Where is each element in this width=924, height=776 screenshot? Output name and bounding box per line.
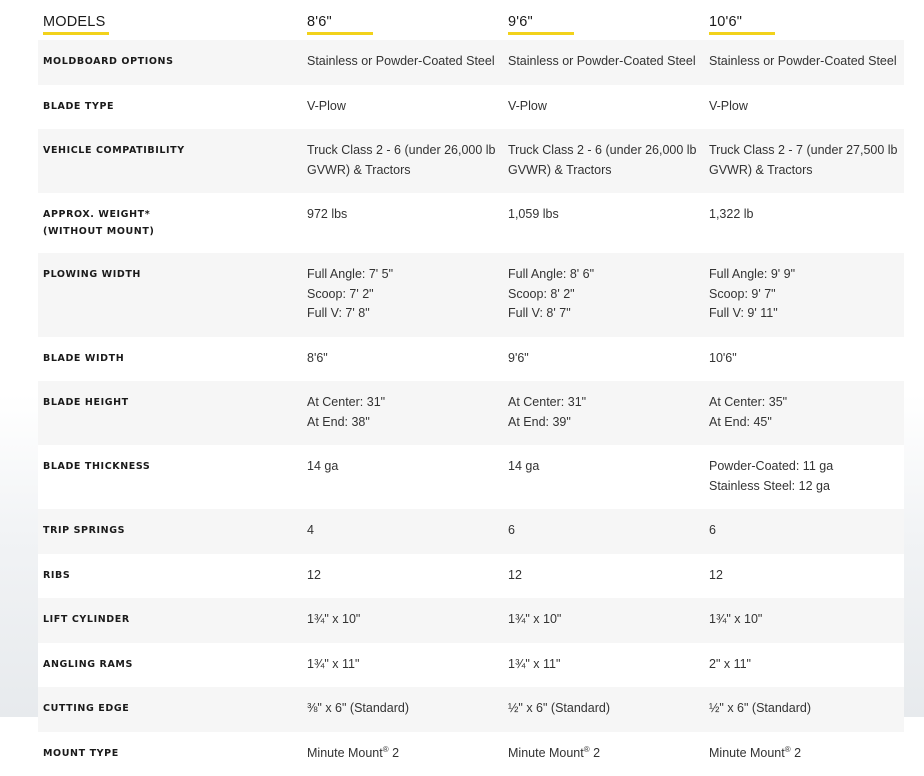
- spec-value-line: V-Plow: [709, 97, 900, 117]
- spec-row: [38, 554, 904, 599]
- spec-row: [38, 193, 904, 253]
- spec-value: [302, 687, 503, 732]
- spec-label: [38, 337, 302, 382]
- spec-label: [38, 193, 302, 253]
- spec-value: [302, 193, 503, 253]
- spec-label: [38, 85, 302, 130]
- spec-row: [38, 40, 904, 85]
- spec-value-line: GVWR) & Tractors: [307, 161, 499, 181]
- spec-value-line: Stainless or Powder-Coated Steel: [709, 52, 900, 72]
- spec-value: [302, 381, 503, 445]
- spec-value-line: 12: [307, 566, 499, 586]
- spec-value-line: GVWR) & Tractors: [508, 161, 700, 181]
- spec-value-line: 8'6": [307, 349, 499, 369]
- spec-row: [38, 253, 904, 337]
- spec-label: [38, 687, 302, 732]
- models-header-label: MODELS: [43, 14, 109, 35]
- spec-value-line: 1¾" x 11": [307, 655, 499, 675]
- spec-value-line: 12: [508, 566, 700, 586]
- spec-value-line: 1,059 lbs: [508, 205, 700, 225]
- spec-row: [38, 85, 904, 130]
- spec-value: [302, 509, 503, 554]
- spec-label: [38, 40, 302, 85]
- spec-value-line: Scoop: 7' 2": [307, 285, 499, 305]
- spec-value: [503, 732, 704, 776]
- spec-value-line: Full Angle: 8' 6": [508, 265, 700, 285]
- spec-value: [302, 643, 503, 688]
- spec-label: [38, 554, 302, 599]
- spec-value-line: ½" x 6" (Standard): [709, 699, 900, 719]
- spec-label: [38, 509, 302, 554]
- spec-value: [503, 687, 704, 732]
- spec-value-line: 1¾" x 10": [508, 610, 700, 630]
- spec-value-line: 9'6": [508, 349, 700, 369]
- spec-label-line: BLADE THICKNESS: [43, 459, 298, 476]
- spec-label-line: BLADE HEIGHT: [43, 395, 298, 412]
- spec-value-line: At Center: 35": [709, 393, 900, 413]
- spec-label: [38, 253, 302, 337]
- page-background-right: [904, 0, 924, 717]
- spec-label-line: RIBS: [43, 568, 298, 585]
- spec-row: [38, 732, 904, 776]
- spec-value: [704, 40, 904, 85]
- spec-value-line: ½" x 6" (Standard): [508, 699, 700, 719]
- spec-value: [503, 253, 704, 337]
- spec-value-line: Full Angle: 7' 5": [307, 265, 499, 285]
- spec-value-line: 14 ga: [508, 457, 700, 477]
- spec-value-line: Minute Mount® 2: [709, 744, 900, 764]
- spec-value: [704, 337, 904, 382]
- spec-value-line: 1¾" x 11": [508, 655, 700, 675]
- spec-value: [704, 732, 904, 776]
- specifications-table: [38, 0, 904, 776]
- spec-value-line: 1¾" x 10": [307, 610, 499, 630]
- spec-row: [38, 129, 904, 193]
- model-header: [503, 0, 704, 40]
- spec-value: [302, 598, 503, 643]
- spec-value: [302, 445, 503, 509]
- spec-label: [38, 445, 302, 509]
- spec-label-line: VEHICLE COMPATIBILITY: [43, 143, 298, 160]
- model-header-label: 10'6": [709, 14, 775, 35]
- spec-value: [302, 337, 503, 382]
- spec-label-line: MOLDBOARD OPTIONS: [43, 54, 298, 71]
- spec-label: [38, 381, 302, 445]
- spec-label: [38, 643, 302, 688]
- spec-value-line: 12: [709, 566, 900, 586]
- spec-value: [704, 381, 904, 445]
- spec-value: [503, 643, 704, 688]
- spec-row: [38, 381, 904, 445]
- model-header: [302, 0, 503, 40]
- spec-value-line: 14 ga: [307, 457, 499, 477]
- spec-value-line: Truck Class 2 - 6 (under 26,000 lb: [508, 141, 700, 161]
- spec-label: [38, 732, 302, 776]
- spec-value: [302, 40, 503, 85]
- spec-value: [704, 85, 904, 130]
- spec-value: [704, 598, 904, 643]
- spec-value-line: Full V: 7' 8": [307, 304, 499, 324]
- spec-value-line: Powder-Coated: 11 ga: [709, 457, 900, 477]
- spec-label-line: CUTTING EDGE: [43, 701, 298, 718]
- spec-label: [38, 129, 302, 193]
- spec-value: [704, 253, 904, 337]
- spec-value-line: 1,322 lb: [709, 205, 900, 225]
- spec-value-line: Minute Mount® 2: [508, 744, 700, 764]
- spec-label-line: LIFT CYLINDER: [43, 612, 298, 629]
- spec-value-line: 6: [709, 521, 900, 541]
- spec-label-line: BLADE TYPE: [43, 99, 298, 116]
- spec-value: [704, 554, 904, 599]
- spec-value-line: V-Plow: [508, 97, 700, 117]
- spec-value: [503, 445, 704, 509]
- spec-value-line: 10'6": [709, 349, 900, 369]
- spec-row: [38, 598, 904, 643]
- spec-value: [704, 193, 904, 253]
- model-header: [704, 0, 904, 40]
- spec-value-line: 972 lbs: [307, 205, 499, 225]
- spec-row: [38, 643, 904, 688]
- spec-value: [302, 129, 503, 193]
- spec-value: [704, 509, 904, 554]
- spec-value-line: At End: 38": [307, 413, 499, 433]
- spec-label-line: BLADE WIDTH: [43, 351, 298, 368]
- page-background-left: [0, 0, 38, 717]
- spec-value-line: At Center: 31": [508, 393, 700, 413]
- spec-row: [38, 509, 904, 554]
- models-header-row: [38, 0, 904, 40]
- spec-value: [704, 687, 904, 732]
- spec-value-line: 1¾" x 10": [709, 610, 900, 630]
- spec-value: [704, 129, 904, 193]
- spec-label-line: TRIP SPRINGS: [43, 523, 298, 540]
- spec-value-line: Stainless Steel: 12 ga: [709, 477, 900, 497]
- spec-value-line: 2" x 11": [709, 655, 900, 675]
- spec-value: [503, 509, 704, 554]
- spec-value-line: GVWR) & Tractors: [709, 161, 900, 181]
- spec-value: [503, 85, 704, 130]
- model-header-label: 9'6": [508, 14, 574, 35]
- spec-label-line: MOUNT TYPE: [43, 746, 298, 763]
- spec-value-line: Scoop: 9' 7": [709, 285, 900, 305]
- spec-label-line: APPROX. WEIGHT*: [43, 207, 298, 224]
- specifications-body: [38, 40, 904, 776]
- spec-label: [38, 598, 302, 643]
- spec-value: [503, 337, 704, 382]
- spec-value-line: Scoop: 8' 2": [508, 285, 700, 305]
- spec-label-line: ANGLING RAMS: [43, 657, 298, 674]
- spec-label-line: (WITHOUT MOUNT): [43, 224, 298, 241]
- spec-value: [503, 193, 704, 253]
- spec-value-line: Full V: 8' 7": [508, 304, 700, 324]
- spec-value: [704, 643, 904, 688]
- spec-row: [38, 445, 904, 509]
- spec-row: [38, 337, 904, 382]
- spec-value-line: Full Angle: 9' 9": [709, 265, 900, 285]
- spec-value: [704, 445, 904, 509]
- spec-value: [302, 732, 503, 776]
- spec-value: [503, 598, 704, 643]
- spec-value-line: Minute Mount® 2: [307, 744, 499, 764]
- spec-value-line: Truck Class 2 - 6 (under 26,000 lb: [307, 141, 499, 161]
- spec-value-line: At End: 39": [508, 413, 700, 433]
- spec-value-line: Full V: 9' 11": [709, 304, 900, 324]
- spec-value-line: At Center: 31": [307, 393, 499, 413]
- spec-label-line: PLOWING WIDTH: [43, 267, 298, 284]
- spec-value-line: Stainless or Powder-Coated Steel: [508, 52, 700, 72]
- spec-value-line: Stainless or Powder-Coated Steel: [307, 52, 499, 72]
- spec-value-line: 4: [307, 521, 499, 541]
- spec-row: [38, 687, 904, 732]
- registered-mark: ®: [785, 744, 791, 753]
- model-header-label: 8'6": [307, 14, 373, 35]
- registered-mark: ®: [383, 744, 389, 753]
- spec-value: [302, 554, 503, 599]
- registered-mark: ®: [584, 744, 590, 753]
- spec-value: [503, 381, 704, 445]
- models-header: [38, 0, 302, 40]
- spec-value-line: At End: 45": [709, 413, 900, 433]
- spec-value: [503, 40, 704, 85]
- spec-value-line: Truck Class 2 - 7 (under 27,500 lb: [709, 141, 900, 161]
- spec-value: [302, 253, 503, 337]
- spec-value-line: V-Plow: [307, 97, 499, 117]
- spec-value-line: ⅜" x 6" (Standard): [307, 699, 499, 719]
- spec-value: [302, 85, 503, 130]
- spec-value: [503, 129, 704, 193]
- spec-value: [503, 554, 704, 599]
- spec-value-line: 6: [508, 521, 700, 541]
